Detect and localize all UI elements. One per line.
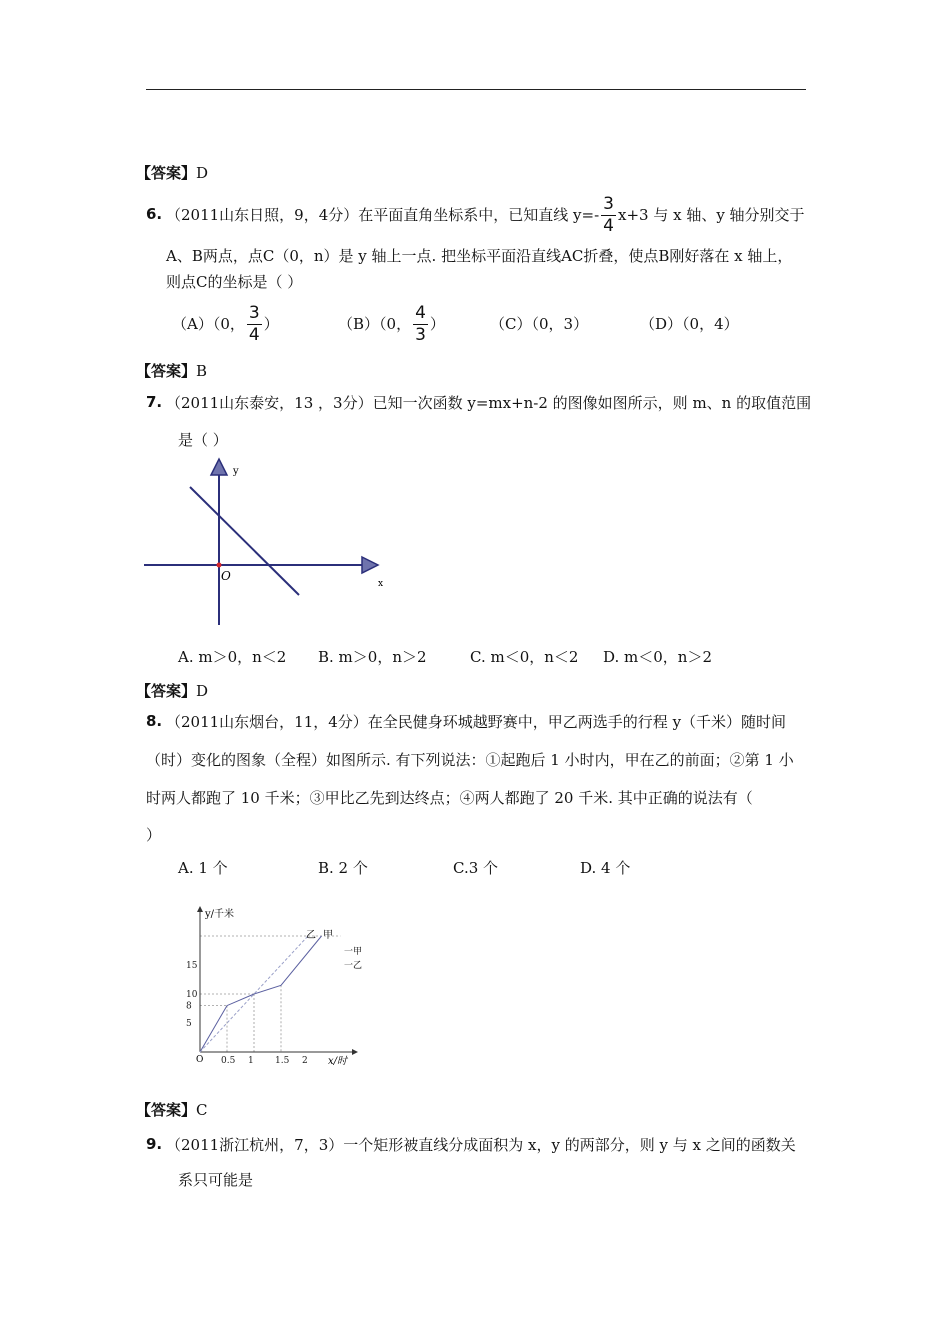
q8-option-d: D. 4 个	[580, 859, 631, 877]
q7-y-arrow	[211, 459, 227, 475]
q6-option-a: （A）（0， $\frac{3}{4}$ ）	[172, 302, 279, 345]
q8-y-tick-label: 10	[186, 990, 198, 1000]
q8-x-arrow	[352, 1049, 358, 1055]
q7-option-a: A. m＞0，n＜2	[178, 648, 287, 666]
q8-chart	[180, 898, 380, 1073]
q7-line2: 是（ ）	[178, 431, 228, 449]
q9-number: 9.	[146, 1135, 163, 1153]
q8-y-label: y/千米	[205, 909, 235, 920]
q7-answer: 【答案】D	[136, 682, 209, 700]
q8-y-tick-label: 5	[186, 1019, 192, 1029]
q6-line3: 则点C的坐标是（ ）	[166, 273, 303, 291]
q7-x-label: x	[378, 579, 384, 589]
q9-line2: 系只可能是	[178, 1171, 254, 1189]
q8-series-jia	[200, 936, 322, 1052]
q9-line1: （2011浙江杭州，7，3）一个矩形被直线分成面积为 x，y 的两部分，则 y 与 x 之间的函数关	[166, 1136, 796, 1154]
q6-answer: 【答案】B	[136, 362, 208, 380]
q8-origin-label: O	[196, 1055, 204, 1065]
q8-x-tick-label: 1	[248, 1056, 254, 1066]
q7-line1: （2011山东泰安，13 ，3分）已知一次函数 y=mx+n-2 的图像如图所示，则 m、n 的取值范围	[166, 394, 812, 412]
q8-legend-jia: 一甲	[344, 947, 363, 957]
q7-y-label: y	[233, 466, 239, 477]
q8-number: 8.	[146, 712, 163, 730]
q8-line-label-jia: 甲	[323, 930, 333, 941]
q6-line2: A、B两点，点C（0，n）是 y 轴上一点. 把坐标平面沿直线AC折叠，使点B刚好落在 x 轴上，	[166, 247, 793, 265]
q7-option-b: B. m＞0，n＞2	[318, 648, 427, 666]
q7-origin-point	[217, 563, 222, 568]
q6-line1: （2011山东日照，9，4分）在平面直角坐标系中，已知直线 y=- $\frac{3}{4}$ x+3 与 x 轴、y 轴分别交于	[166, 193, 805, 236]
q6-fraction: $\frac{3}{4}$	[603, 193, 614, 236]
q7-function-line	[190, 487, 299, 595]
q6-option-d: （D）（0，4）	[640, 315, 739, 333]
q6-option-b: （B）（0， $\frac{4}{3}$ ）	[338, 302, 445, 345]
q8-option-a: A. 1 个	[178, 859, 228, 877]
q8-answer: 【答案】C	[136, 1101, 208, 1119]
q8-option-b: B. 2 个	[318, 859, 368, 877]
q8-line3: 时两人都跑了 10 千米；③甲比乙先到达终点；④两人都跑了 20 千米. 其中正确的说法有（	[146, 789, 753, 807]
q8-x-tick-label: 0.5	[221, 1056, 236, 1066]
q7-number: 7.	[146, 393, 163, 411]
q7-option-c: C. m＜0，n＜2	[470, 648, 579, 666]
q8-x-tick-label: 1.5	[275, 1056, 290, 1066]
header-rule	[146, 89, 806, 90]
q8-x-label: x/时	[328, 1056, 348, 1067]
q8-y-tick-label: 8	[186, 1001, 192, 1012]
q8-x-tick-label: 2	[302, 1056, 308, 1066]
q8-line2: （时）变化的图象（全程）如图所示. 有下列说法：①起跑后 1 小时内，甲在乙的前面；②第 1 小	[146, 751, 794, 769]
q8-y-tick-label: 15	[186, 961, 198, 971]
q7-option-d: D. m＜0，n＞2	[603, 648, 712, 666]
q5-answer: 【答案】D	[136, 164, 209, 182]
q8-option-c: C.3 个	[453, 859, 499, 877]
q8-guide-lines	[200, 936, 340, 1052]
q6-option-c: （C）（0，3）	[490, 315, 589, 333]
q8-line-label-yi: 乙	[306, 930, 316, 941]
q7-x-arrow	[362, 557, 378, 573]
q6-number: 6.	[146, 205, 163, 223]
q8-y-arrow	[197, 906, 203, 912]
q7-origin-label: O	[221, 569, 231, 583]
q7-graph	[140, 455, 400, 630]
q8-line4: ）	[146, 826, 162, 844]
q8-legend-yi: 一乙	[344, 961, 363, 971]
q8-line1: （2011山东烟台，11，4分）在全民健身环城越野赛中，甲乙两选手的行程 y（千米）随时间	[166, 713, 787, 731]
